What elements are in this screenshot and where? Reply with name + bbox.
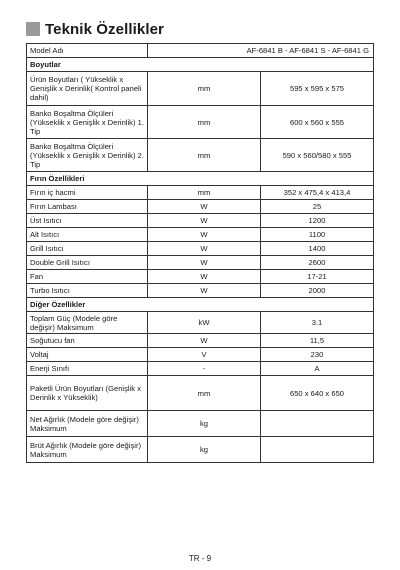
- section-header: [27, 172, 374, 186]
- spec-name: Üst Isıtıcı: [27, 214, 148, 228]
- spec-row: [27, 362, 374, 376]
- spec-value: 1400: [261, 242, 374, 256]
- spec-unit: mm: [148, 186, 261, 200]
- model-value: AF-6841 B - AF-6841 S - AF-6841 G: [148, 44, 374, 58]
- spec-value: 17-21: [261, 270, 374, 284]
- spec-row: [27, 186, 374, 200]
- model-label: Model Adı: [27, 44, 148, 58]
- spec-name: Enerji Sınıfı: [27, 362, 148, 376]
- spec-row: [27, 284, 374, 298]
- spec-unit: mm: [148, 106, 261, 139]
- spec-value: 590 x 560/580 x 555: [261, 139, 374, 172]
- spec-unit: V: [148, 348, 261, 362]
- spec-row: [27, 72, 374, 106]
- heading-square-icon: [26, 22, 40, 36]
- spec-name: Brüt Ağırlık (Modele göre değişir) Maksimum: [27, 437, 148, 463]
- spec-unit: W: [148, 228, 261, 242]
- spec-unit: W: [148, 284, 261, 298]
- spec-row: [27, 106, 374, 139]
- spec-name: Toplam Güç (Modele göre değişir) Maksimum: [27, 312, 148, 334]
- spec-value: 595 x 595 x 575: [261, 72, 374, 106]
- spec-row: [27, 312, 374, 334]
- spec-name: Alt Isıtıcı: [27, 228, 148, 242]
- spec-unit: W: [148, 214, 261, 228]
- section-title: Boyutlar: [27, 58, 374, 72]
- spec-value: 2600: [261, 256, 374, 270]
- spec-name: Fırın Lambası: [27, 200, 148, 214]
- spec-value: 2000: [261, 284, 374, 298]
- model-row: [27, 44, 374, 58]
- spec-value: 1200: [261, 214, 374, 228]
- spec-row: [27, 437, 374, 463]
- spec-unit: kg: [148, 411, 261, 437]
- spec-table: [26, 43, 374, 463]
- spec-name: Turbo Isıtıcı: [27, 284, 148, 298]
- spec-unit: W: [148, 270, 261, 284]
- spec-row: [27, 214, 374, 228]
- spec-name: Paketli Ürün Boyutları (Genişlik x Derinlik x Yükseklik): [27, 376, 148, 411]
- spec-row: [27, 200, 374, 214]
- spec-value: [261, 437, 374, 463]
- spec-value: A: [261, 362, 374, 376]
- spec-value: 352 x 475,4 x 413,4: [261, 186, 374, 200]
- spec-unit: mm: [148, 72, 261, 106]
- page-number: TR - 9: [188, 554, 212, 563]
- spec-row: [27, 139, 374, 172]
- spec-row: [27, 376, 374, 411]
- spec-row: [27, 334, 374, 348]
- spec-unit: W: [148, 256, 261, 270]
- spec-unit: W: [148, 242, 261, 256]
- spec-value: 650 x 640 x 650: [261, 376, 374, 411]
- spec-name: Banko Boşaltma Ölçüleri (Yükseklik x Genişlik x Derinlik) 2. Tip: [27, 139, 148, 172]
- spec-row: [27, 348, 374, 362]
- spec-value: 3.1: [261, 312, 374, 334]
- spec-value: 1100: [261, 228, 374, 242]
- spec-row: [27, 270, 374, 284]
- spec-name: Fan: [27, 270, 148, 284]
- spec-row: [27, 411, 374, 437]
- spec-name: Net Ağırlık (Modele göre değişir) Maksimum: [27, 411, 148, 437]
- spec-value: [261, 411, 374, 437]
- section-title: Fırın Özellikleri: [27, 172, 374, 186]
- page-heading: [26, 18, 164, 40]
- spec-name: Ürün Boyutları ( Yükseklik x Genişlik x Derinlik( Kontrol paneli dahil): [27, 72, 148, 106]
- spec-value: 230: [261, 348, 374, 362]
- spec-name: Grill Isıtıcı: [27, 242, 148, 256]
- heading-title: Teknik Özellikler: [45, 20, 164, 38]
- spec-unit: mm: [148, 139, 261, 172]
- spec-unit: kg: [148, 437, 261, 463]
- section-header: [27, 58, 374, 72]
- spec-row: [27, 228, 374, 242]
- section-header: [27, 298, 374, 312]
- spec-row: [27, 256, 374, 270]
- spec-value: 600 x 560 x 555: [261, 106, 374, 139]
- spec-value: 11,5: [261, 334, 374, 348]
- spec-name: Fırın iç hacmi: [27, 186, 148, 200]
- spec-unit: W: [148, 334, 261, 348]
- spec-value: 25: [261, 200, 374, 214]
- spec-unit: W: [148, 200, 261, 214]
- spec-name: Voltaj: [27, 348, 148, 362]
- spec-unit: kW: [148, 312, 261, 334]
- section-title: Diğer Özellikler: [27, 298, 374, 312]
- spec-unit: -: [148, 362, 261, 376]
- spec-name: Double Grill Isıtıcı: [27, 256, 148, 270]
- spec-name: Soğutucu fan: [27, 334, 148, 348]
- spec-name: Banko Boşaltma Ölçüleri (Yükseklik x Genişlik x Derinlik) 1. Tip: [27, 106, 148, 139]
- spec-row: [27, 242, 374, 256]
- spec-unit: mm: [148, 376, 261, 411]
